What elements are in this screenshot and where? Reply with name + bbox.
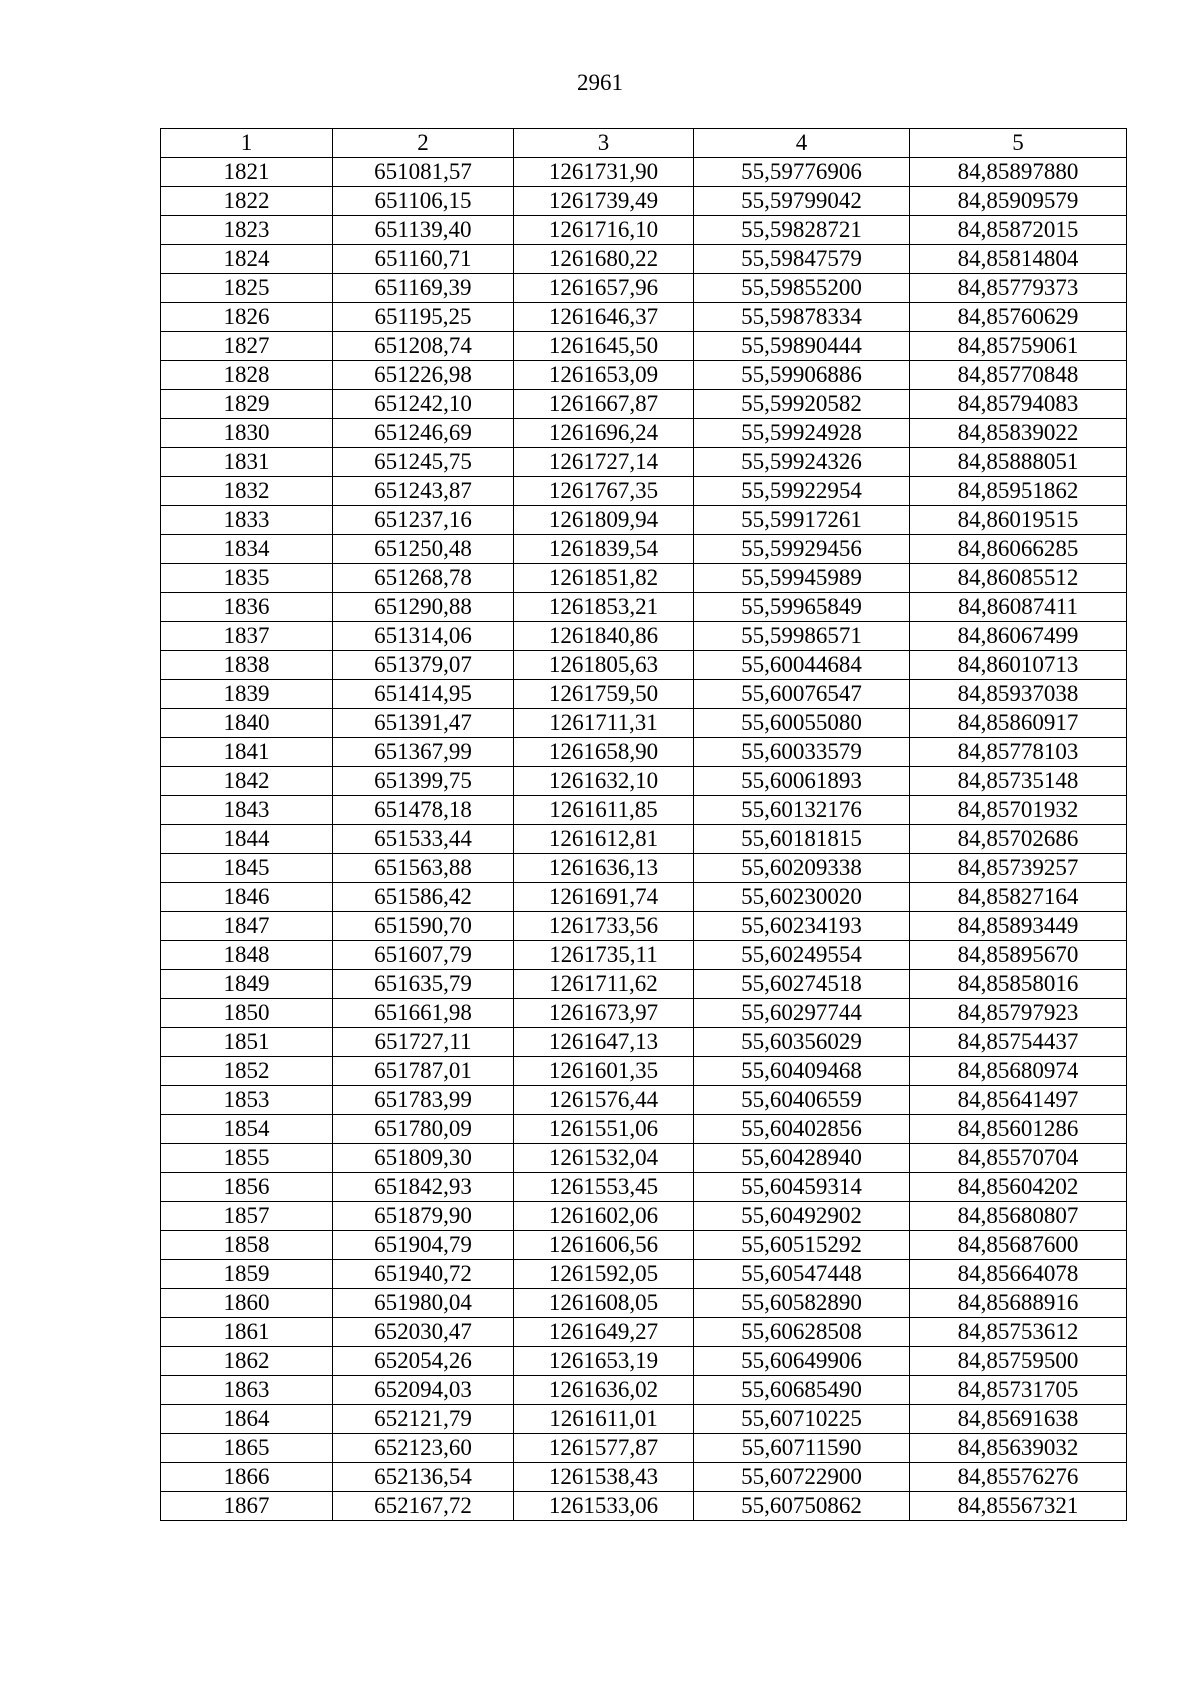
y-coordinate-cell: 1261696,24 (514, 419, 694, 448)
point-number-cell: 1835 (161, 564, 333, 593)
longitude-cell: 84,85601286 (910, 1115, 1127, 1144)
point-number-cell: 1862 (161, 1347, 333, 1376)
x-coordinate-cell: 651563,88 (333, 854, 514, 883)
point-number-cell: 1865 (161, 1434, 333, 1463)
y-coordinate-cell: 1261653,09 (514, 361, 694, 390)
longitude-cell: 84,85770848 (910, 361, 1127, 390)
table-row (161, 506, 1127, 535)
y-coordinate-cell: 1261606,56 (514, 1231, 694, 1260)
point-number-cell: 1864 (161, 1405, 333, 1434)
latitude-cell: 55,59917261 (694, 506, 910, 535)
point-number-cell: 1859 (161, 1260, 333, 1289)
point-number-cell: 1860 (161, 1289, 333, 1318)
latitude-cell: 55,60234193 (694, 912, 910, 941)
latitude-cell: 55,60711590 (694, 1434, 910, 1463)
x-coordinate-cell: 651195,25 (333, 303, 514, 332)
longitude-cell: 84,85760629 (910, 303, 1127, 332)
latitude-cell: 55,60274518 (694, 970, 910, 999)
longitude-cell: 84,85858016 (910, 970, 1127, 999)
longitude-cell: 84,85701932 (910, 796, 1127, 825)
point-number-cell: 1840 (161, 709, 333, 738)
point-number-cell: 1826 (161, 303, 333, 332)
y-coordinate-cell: 1261851,82 (514, 564, 694, 593)
longitude-cell: 84,85639032 (910, 1434, 1127, 1463)
longitude-cell: 84,85739257 (910, 854, 1127, 883)
longitude-cell: 84,85687600 (910, 1231, 1127, 1260)
longitude-cell: 84,85570704 (910, 1144, 1127, 1173)
longitude-cell: 84,85759061 (910, 332, 1127, 361)
y-coordinate-cell: 1261711,62 (514, 970, 694, 999)
longitude-cell: 84,85827164 (910, 883, 1127, 912)
table-row (161, 332, 1127, 361)
table-row (161, 303, 1127, 332)
point-number-cell: 1852 (161, 1057, 333, 1086)
point-number-cell: 1827 (161, 332, 333, 361)
longitude-cell: 84,85576276 (910, 1463, 1127, 1492)
latitude-cell: 55,60044684 (694, 651, 910, 680)
latitude-cell: 55,59799042 (694, 187, 910, 216)
longitude-cell: 84,85779373 (910, 274, 1127, 303)
point-number-cell: 1823 (161, 216, 333, 245)
point-number-cell: 1867 (161, 1492, 333, 1521)
latitude-cell: 55,60230020 (694, 883, 910, 912)
longitude-cell: 84,86019515 (910, 506, 1127, 535)
column-header: 3 (514, 129, 694, 158)
y-coordinate-cell: 1261667,87 (514, 390, 694, 419)
header-row (161, 129, 1127, 158)
y-coordinate-cell: 1261592,05 (514, 1260, 694, 1289)
point-number-cell: 1847 (161, 912, 333, 941)
x-coordinate-cell: 651590,70 (333, 912, 514, 941)
y-coordinate-cell: 1261658,90 (514, 738, 694, 767)
table-row (161, 883, 1127, 912)
y-coordinate-cell: 1261716,10 (514, 216, 694, 245)
longitude-cell: 84,86010713 (910, 651, 1127, 680)
longitude-cell: 84,85778103 (910, 738, 1127, 767)
latitude-cell: 55,59776906 (694, 158, 910, 187)
x-coordinate-cell: 651661,98 (333, 999, 514, 1028)
x-coordinate-cell: 651809,30 (333, 1144, 514, 1173)
point-number-cell: 1853 (161, 1086, 333, 1115)
point-number-cell: 1821 (161, 158, 333, 187)
latitude-cell: 55,60409468 (694, 1057, 910, 1086)
point-number-cell: 1845 (161, 854, 333, 883)
y-coordinate-cell: 1261657,96 (514, 274, 694, 303)
point-number-cell: 1855 (161, 1144, 333, 1173)
longitude-cell: 84,85893449 (910, 912, 1127, 941)
x-coordinate-cell: 652121,79 (333, 1405, 514, 1434)
y-coordinate-cell: 1261532,04 (514, 1144, 694, 1173)
longitude-cell: 84,85691638 (910, 1405, 1127, 1434)
point-number-cell: 1851 (161, 1028, 333, 1057)
table-row (161, 622, 1127, 651)
table-row (161, 1289, 1127, 1318)
table-row (161, 912, 1127, 941)
latitude-cell: 55,59924326 (694, 448, 910, 477)
y-coordinate-cell: 1261647,13 (514, 1028, 694, 1057)
point-number-cell: 1850 (161, 999, 333, 1028)
column-header: 2 (333, 129, 514, 158)
longitude-cell: 84,85680807 (910, 1202, 1127, 1231)
x-coordinate-cell: 651727,11 (333, 1028, 514, 1057)
latitude-cell: 55,59922954 (694, 477, 910, 506)
y-coordinate-cell: 1261553,45 (514, 1173, 694, 1202)
table-row (161, 1260, 1127, 1289)
latitude-cell: 55,60402856 (694, 1115, 910, 1144)
table-row (161, 245, 1127, 274)
table-row (161, 854, 1127, 883)
longitude-cell: 84,85735148 (910, 767, 1127, 796)
latitude-cell: 55,59855200 (694, 274, 910, 303)
point-number-cell: 1861 (161, 1318, 333, 1347)
latitude-cell: 55,60428940 (694, 1144, 910, 1173)
x-coordinate-cell: 651787,01 (333, 1057, 514, 1086)
longitude-cell: 84,85567321 (910, 1492, 1127, 1521)
longitude-cell: 84,85794083 (910, 390, 1127, 419)
longitude-cell: 84,85860917 (910, 709, 1127, 738)
longitude-cell: 84,86085512 (910, 564, 1127, 593)
point-number-cell: 1838 (161, 651, 333, 680)
point-number-cell: 1866 (161, 1463, 333, 1492)
table-row (161, 1173, 1127, 1202)
table-row (161, 1057, 1127, 1086)
table-row (161, 1202, 1127, 1231)
x-coordinate-cell: 651586,42 (333, 883, 514, 912)
x-coordinate-cell: 651081,57 (333, 158, 514, 187)
longitude-cell: 84,86066285 (910, 535, 1127, 564)
x-coordinate-cell: 651139,40 (333, 216, 514, 245)
longitude-cell: 84,85951862 (910, 477, 1127, 506)
longitude-cell: 84,85872015 (910, 216, 1127, 245)
y-coordinate-cell: 1261653,19 (514, 1347, 694, 1376)
table-row (161, 158, 1127, 187)
longitude-cell: 84,85839022 (910, 419, 1127, 448)
longitude-cell: 84,85641497 (910, 1086, 1127, 1115)
latitude-cell: 55,60132176 (694, 796, 910, 825)
x-coordinate-cell: 652094,03 (333, 1376, 514, 1405)
y-coordinate-cell: 1261602,06 (514, 1202, 694, 1231)
table-row (161, 767, 1127, 796)
latitude-cell: 55,60649906 (694, 1347, 910, 1376)
x-coordinate-cell: 651980,04 (333, 1289, 514, 1318)
x-coordinate-cell: 652167,72 (333, 1492, 514, 1521)
longitude-cell: 84,85937038 (910, 680, 1127, 709)
point-number-cell: 1822 (161, 187, 333, 216)
latitude-cell: 55,59906886 (694, 361, 910, 390)
table-row (161, 970, 1127, 999)
table-row (161, 1347, 1127, 1376)
y-coordinate-cell: 1261840,86 (514, 622, 694, 651)
table-row (161, 1405, 1127, 1434)
x-coordinate-cell: 651268,78 (333, 564, 514, 593)
point-number-cell: 1825 (161, 274, 333, 303)
latitude-cell: 55,60750862 (694, 1492, 910, 1521)
point-number-cell: 1848 (161, 941, 333, 970)
latitude-cell: 55,59986571 (694, 622, 910, 651)
table-row (161, 419, 1127, 448)
y-coordinate-cell: 1261739,49 (514, 187, 694, 216)
table-row (161, 1463, 1127, 1492)
table-body (161, 158, 1127, 1521)
coordinates-table (160, 128, 1127, 1521)
latitude-cell: 55,59945989 (694, 564, 910, 593)
longitude-cell: 84,85897880 (910, 158, 1127, 187)
table-row (161, 1115, 1127, 1144)
point-number-cell: 1828 (161, 361, 333, 390)
latitude-cell: 55,60628508 (694, 1318, 910, 1347)
x-coordinate-cell: 651904,79 (333, 1231, 514, 1260)
table-header (161, 129, 1127, 158)
y-coordinate-cell: 1261646,37 (514, 303, 694, 332)
point-number-cell: 1829 (161, 390, 333, 419)
column-header: 4 (694, 129, 910, 158)
y-coordinate-cell: 1261853,21 (514, 593, 694, 622)
latitude-cell: 55,59828721 (694, 216, 910, 245)
table-row (161, 651, 1127, 680)
longitude-cell: 84,85895670 (910, 941, 1127, 970)
y-coordinate-cell: 1261612,81 (514, 825, 694, 854)
table-row (161, 709, 1127, 738)
x-coordinate-cell: 651314,06 (333, 622, 514, 651)
x-coordinate-cell: 651414,95 (333, 680, 514, 709)
longitude-cell: 84,85664078 (910, 1260, 1127, 1289)
x-coordinate-cell: 651243,87 (333, 477, 514, 506)
y-coordinate-cell: 1261809,94 (514, 506, 694, 535)
table-row (161, 825, 1127, 854)
page-number: 2961 (577, 70, 623, 95)
point-number-cell: 1830 (161, 419, 333, 448)
y-coordinate-cell: 1261601,35 (514, 1057, 694, 1086)
longitude-cell: 84,85604202 (910, 1173, 1127, 1202)
y-coordinate-cell: 1261608,05 (514, 1289, 694, 1318)
point-number-cell: 1824 (161, 245, 333, 274)
x-coordinate-cell: 651169,39 (333, 274, 514, 303)
table-row (161, 1028, 1127, 1057)
point-number-cell: 1846 (161, 883, 333, 912)
y-coordinate-cell: 1261731,90 (514, 158, 694, 187)
table-row (161, 216, 1127, 245)
latitude-cell: 55,60249554 (694, 941, 910, 970)
y-coordinate-cell: 1261727,14 (514, 448, 694, 477)
y-coordinate-cell: 1261805,63 (514, 651, 694, 680)
longitude-cell: 84,85814804 (910, 245, 1127, 274)
x-coordinate-cell: 651379,07 (333, 651, 514, 680)
y-coordinate-cell: 1261839,54 (514, 535, 694, 564)
point-number-cell: 1837 (161, 622, 333, 651)
latitude-cell: 55,60055080 (694, 709, 910, 738)
point-number-cell: 1831 (161, 448, 333, 477)
point-number-cell: 1836 (161, 593, 333, 622)
longitude-cell: 84,85754437 (910, 1028, 1127, 1057)
y-coordinate-cell: 1261611,85 (514, 796, 694, 825)
latitude-cell: 55,59924928 (694, 419, 910, 448)
x-coordinate-cell: 651842,93 (333, 1173, 514, 1202)
table-row (161, 1376, 1127, 1405)
table-row (161, 361, 1127, 390)
latitude-cell: 55,60710225 (694, 1405, 910, 1434)
x-coordinate-cell: 651783,99 (333, 1086, 514, 1115)
latitude-cell: 55,60033579 (694, 738, 910, 767)
point-number-cell: 1857 (161, 1202, 333, 1231)
x-coordinate-cell: 651226,98 (333, 361, 514, 390)
x-coordinate-cell: 652054,26 (333, 1347, 514, 1376)
table-row (161, 1144, 1127, 1173)
latitude-cell: 55,60492902 (694, 1202, 910, 1231)
x-coordinate-cell: 652123,60 (333, 1434, 514, 1463)
x-coordinate-cell: 651106,15 (333, 187, 514, 216)
point-number-cell: 1863 (161, 1376, 333, 1405)
longitude-cell: 84,85888051 (910, 448, 1127, 477)
y-coordinate-cell: 1261533,06 (514, 1492, 694, 1521)
x-coordinate-cell: 651478,18 (333, 796, 514, 825)
longitude-cell: 84,85797923 (910, 999, 1127, 1028)
table-row (161, 187, 1127, 216)
y-coordinate-cell: 1261735,11 (514, 941, 694, 970)
table-row (161, 1086, 1127, 1115)
y-coordinate-cell: 1261711,31 (514, 709, 694, 738)
longitude-cell: 84,85702686 (910, 825, 1127, 854)
x-coordinate-cell: 651399,75 (333, 767, 514, 796)
latitude-cell: 55,59878334 (694, 303, 910, 332)
table-row (161, 477, 1127, 506)
latitude-cell: 55,59920582 (694, 390, 910, 419)
table-row (161, 1231, 1127, 1260)
latitude-cell: 55,60515292 (694, 1231, 910, 1260)
latitude-cell: 55,60685490 (694, 1376, 910, 1405)
latitude-cell: 55,60547448 (694, 1260, 910, 1289)
table-row (161, 1492, 1127, 1521)
point-number-cell: 1833 (161, 506, 333, 535)
point-number-cell: 1839 (161, 680, 333, 709)
x-coordinate-cell: 651533,44 (333, 825, 514, 854)
longitude-cell: 84,86067499 (910, 622, 1127, 651)
latitude-cell: 55,60061893 (694, 767, 910, 796)
point-number-cell: 1843 (161, 796, 333, 825)
table-row (161, 535, 1127, 564)
table-row (161, 796, 1127, 825)
y-coordinate-cell: 1261576,44 (514, 1086, 694, 1115)
y-coordinate-cell: 1261767,35 (514, 477, 694, 506)
table-row (161, 941, 1127, 970)
table-row (161, 448, 1127, 477)
x-coordinate-cell: 651290,88 (333, 593, 514, 622)
longitude-cell: 84,85759500 (910, 1347, 1127, 1376)
latitude-cell: 55,59847579 (694, 245, 910, 274)
table-row (161, 738, 1127, 767)
table-row (161, 274, 1127, 303)
point-number-cell: 1834 (161, 535, 333, 564)
y-coordinate-cell: 1261691,74 (514, 883, 694, 912)
x-coordinate-cell: 651391,47 (333, 709, 514, 738)
longitude-cell: 84,86087411 (910, 593, 1127, 622)
point-number-cell: 1849 (161, 970, 333, 999)
y-coordinate-cell: 1261759,50 (514, 680, 694, 709)
y-coordinate-cell: 1261632,10 (514, 767, 694, 796)
latitude-cell: 55,60209338 (694, 854, 910, 883)
table-row (161, 390, 1127, 419)
y-coordinate-cell: 1261636,02 (514, 1376, 694, 1405)
x-coordinate-cell: 651367,99 (333, 738, 514, 767)
latitude-cell: 55,59929456 (694, 535, 910, 564)
x-coordinate-cell: 652136,54 (333, 1463, 514, 1492)
x-coordinate-cell: 651208,74 (333, 332, 514, 361)
y-coordinate-cell: 1261733,56 (514, 912, 694, 941)
y-coordinate-cell: 1261645,50 (514, 332, 694, 361)
x-coordinate-cell: 651780,09 (333, 1115, 514, 1144)
point-number-cell: 1856 (161, 1173, 333, 1202)
y-coordinate-cell: 1261538,43 (514, 1463, 694, 1492)
longitude-cell: 84,85688916 (910, 1289, 1127, 1318)
x-coordinate-cell: 651160,71 (333, 245, 514, 274)
x-coordinate-cell: 652030,47 (333, 1318, 514, 1347)
table-row (161, 593, 1127, 622)
x-coordinate-cell: 651246,69 (333, 419, 514, 448)
y-coordinate-cell: 1261673,97 (514, 999, 694, 1028)
column-header: 5 (910, 129, 1127, 158)
point-number-cell: 1832 (161, 477, 333, 506)
longitude-cell: 84,85909579 (910, 187, 1127, 216)
point-number-cell: 1842 (161, 767, 333, 796)
latitude-cell: 55,60722900 (694, 1463, 910, 1492)
x-coordinate-cell: 651940,72 (333, 1260, 514, 1289)
point-number-cell: 1858 (161, 1231, 333, 1260)
table-row (161, 564, 1127, 593)
latitude-cell: 55,60582890 (694, 1289, 910, 1318)
x-coordinate-cell: 651245,75 (333, 448, 514, 477)
longitude-cell: 84,85731705 (910, 1376, 1127, 1405)
latitude-cell: 55,60076547 (694, 680, 910, 709)
x-coordinate-cell: 651635,79 (333, 970, 514, 999)
y-coordinate-cell: 1261680,22 (514, 245, 694, 274)
latitude-cell: 55,60459314 (694, 1173, 910, 1202)
table-row (161, 1318, 1127, 1347)
longitude-cell: 84,85680974 (910, 1057, 1127, 1086)
latitude-cell: 55,60356029 (694, 1028, 910, 1057)
table-row (161, 680, 1127, 709)
point-number-cell: 1841 (161, 738, 333, 767)
x-coordinate-cell: 651250,48 (333, 535, 514, 564)
latitude-cell: 55,59890444 (694, 332, 910, 361)
latitude-cell: 55,59965849 (694, 593, 910, 622)
latitude-cell: 55,60297744 (694, 999, 910, 1028)
point-number-cell: 1844 (161, 825, 333, 854)
point-number-cell: 1854 (161, 1115, 333, 1144)
y-coordinate-cell: 1261649,27 (514, 1318, 694, 1347)
y-coordinate-cell: 1261577,87 (514, 1434, 694, 1463)
longitude-cell: 84,85753612 (910, 1318, 1127, 1347)
y-coordinate-cell: 1261551,06 (514, 1115, 694, 1144)
x-coordinate-cell: 651607,79 (333, 941, 514, 970)
latitude-cell: 55,60181815 (694, 825, 910, 854)
column-header: 1 (161, 129, 333, 158)
x-coordinate-cell: 651242,10 (333, 390, 514, 419)
x-coordinate-cell: 651879,90 (333, 1202, 514, 1231)
table-row (161, 1434, 1127, 1463)
latitude-cell: 55,60406559 (694, 1086, 910, 1115)
y-coordinate-cell: 1261611,01 (514, 1405, 694, 1434)
y-coordinate-cell: 1261636,13 (514, 854, 694, 883)
x-coordinate-cell: 651237,16 (333, 506, 514, 535)
table-row (161, 999, 1127, 1028)
